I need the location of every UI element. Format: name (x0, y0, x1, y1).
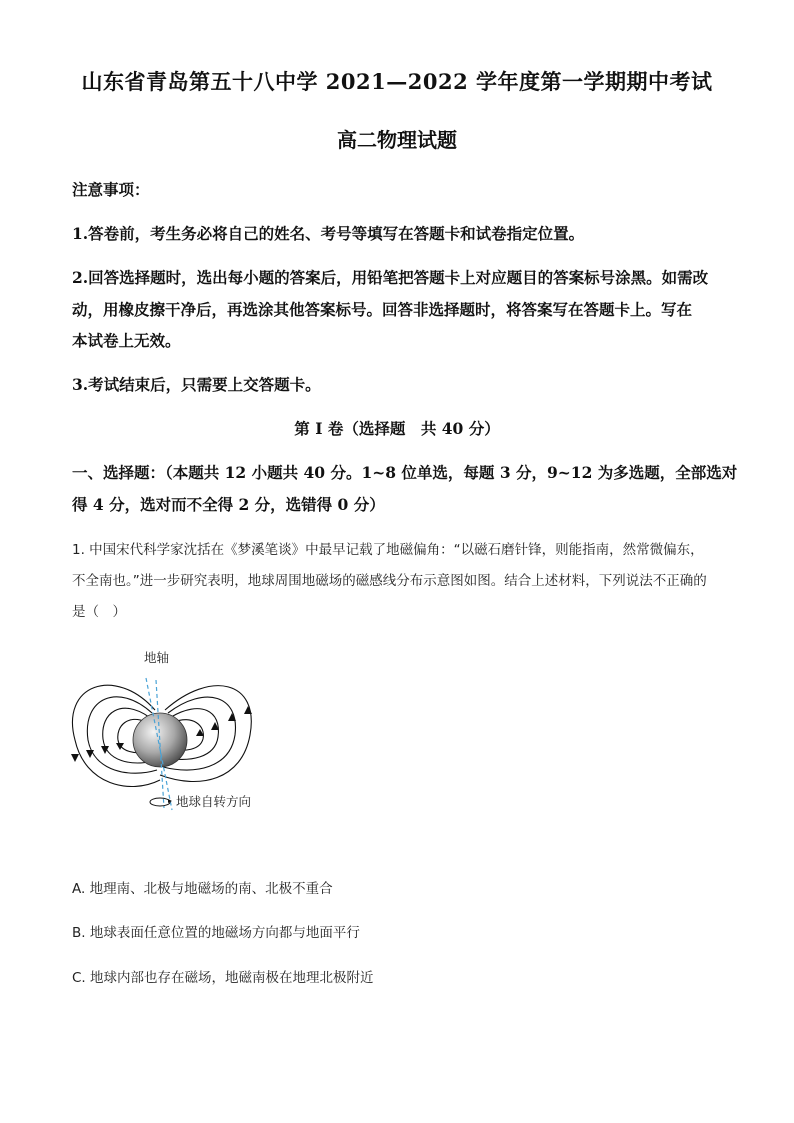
section-heading-line-1: 一、选择题：（本题共 12 小题共 40 分。1~8 位单选，每题 3 分，9~12 为多选题，全部选对 (72, 463, 738, 482)
option-a[interactable]: A. 地理南、北极与地磁场的南、北极不重合 (72, 881, 333, 897)
note-item-3: 3.考试结束后，只需要上交答题卡。 (72, 375, 321, 394)
option-c[interactable]: C. 地球内部也存在磁场，地磁南极在地理北极附近 (72, 970, 374, 986)
exam-title: 山东省青岛第五十八中学 2021—2022 学年度第一学期期中考试 (81, 69, 713, 94)
question-1-line-2: 不全南也。”进一步研究表明，地球周围地磁场的磁感线分布示意图如图。结合上述材料，下列说法不正确的 (72, 573, 707, 589)
notes-heading: 注意事项： (72, 180, 150, 199)
arrow-marker (116, 743, 124, 750)
section-heading-line-2: 得 4 分，选对而不全得 2 分，选错得 0 分） (72, 495, 385, 514)
question-1-line-1: 1. 中国宋代科学家沈括在《梦溪笔谈》中最早记载了地磁偏角：“以磁石磨针锋，则能指南，然常微偏东， (72, 542, 704, 558)
rotation-label: 地球自转方向 (176, 794, 252, 809)
note-item-2-line-3: 本试卷上无效。 (72, 331, 181, 350)
arrow-marker (101, 746, 109, 754)
note-item-2-line-1: 2.回答选择题时，选出每小题的答案后，用铅笔把答题卡上对应题目的答案标号涂黑。如需改 (72, 268, 709, 287)
exam-subtitle: 高二物理试题 (337, 128, 457, 152)
volume-heading: 第 I 卷（选择题 共 40 分） (294, 419, 500, 438)
geomagnetic-field-figure (60, 640, 290, 830)
note-item-2-line-2: 动，用橡皮擦干净后，再选涂其他答案标号。回答非选择题时，将答案写在答题卡上。写在 (72, 300, 693, 319)
arrow-marker (71, 754, 79, 762)
note-item-1: 1.答卷前，考生务必将自己的姓名、考号等填写在答题卡和试卷指定位置。 (72, 224, 585, 243)
arrow-marker (244, 706, 252, 714)
question-1-line-3: 是（ ） (72, 604, 126, 620)
axis-label: 地轴 (144, 650, 170, 665)
earth-sphere (133, 713, 187, 767)
arrow-marker (228, 713, 236, 721)
rotation-direction-icon (150, 798, 170, 806)
option-b[interactable]: B. 地球表面任意位置的地磁场方向都与地面平行 (72, 925, 360, 941)
